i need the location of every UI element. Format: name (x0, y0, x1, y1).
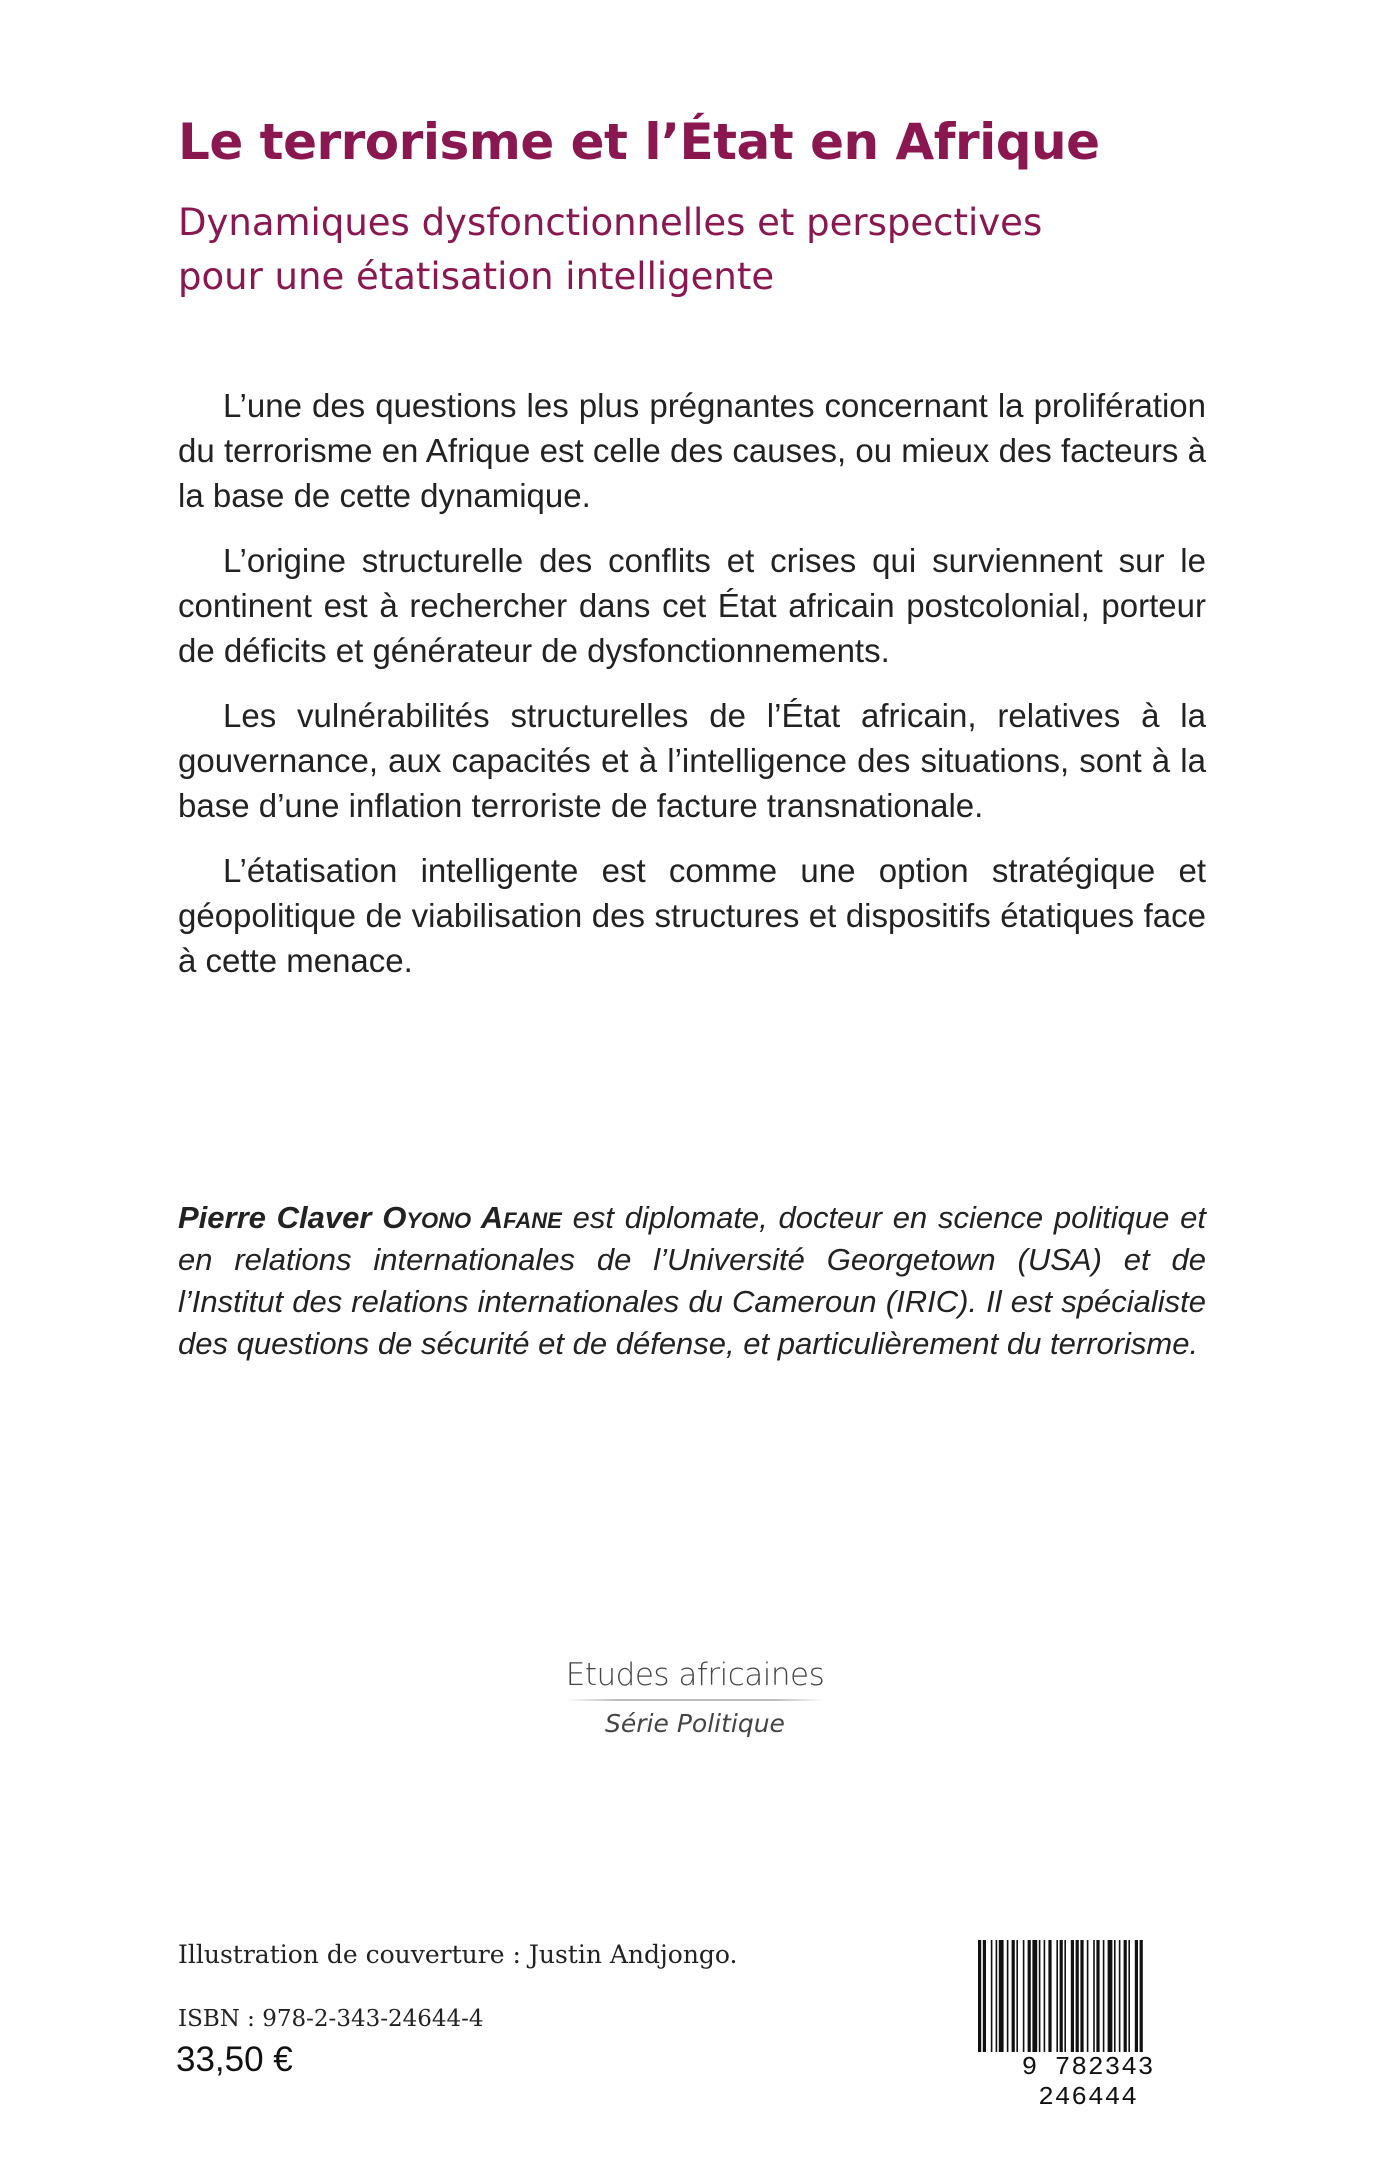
price: 33,50 € (176, 2040, 293, 2079)
barcode-bar (978, 1940, 981, 2060)
barcode-bar (1103, 1940, 1105, 2060)
blurb (178, 383, 1206, 1003)
subtitle-line-1: Dynamiques dysfonctionnelles et perspectives (178, 201, 1043, 244)
blurb-paragraph: L’origine structurelle des conflits et crises qui surviennent sur le continent est à rechercher dans cet État africain postcolonial, porteur de déficits et générateur de dysfonctionnements. (178, 542, 1206, 669)
barcode-bar (1093, 1940, 1095, 2060)
blurb-paragraph: Les vulnérabilités structurelles de l’État africain, relatives à la gouvernance, aux capacités et à l’intelligence des situations, sont à la base d’une inflation terroriste de facture transnationale. (178, 697, 1206, 824)
barcode-bar (1135, 1940, 1138, 2060)
book-title: Le terrorisme et l’État en Afrique (178, 113, 1100, 171)
author-bio-text: est diplomate, docteur en science politique et en relations internationales de l’Université Georgetown (USA) et de l’Institut des relations internationales du Cameroun (IRIC). Il est spécialiste des questions de sécurité et de défense, et particulièrement du terrorisme. (178, 1200, 1206, 1361)
barcode-bar (1080, 1940, 1083, 2060)
book-subtitle (178, 196, 1228, 304)
barcode-bar (999, 1940, 1004, 2060)
barcode-bar (1096, 1940, 1099, 2060)
barcode-bar (1056, 1940, 1058, 2060)
barcode-bar (1108, 1940, 1113, 2060)
series-logo (565, 1657, 825, 1738)
barcode-digits: 9 782343 246444 (968, 2052, 1208, 2112)
series-name: Etudes africaines (565, 1657, 825, 1693)
barcode-bar (1012, 1940, 1015, 2060)
barcode-bar (996, 1940, 998, 2060)
barcode-bar (1124, 1940, 1127, 2060)
barcode-bar (1039, 1940, 1041, 2060)
isbn: ISBN : 978-2-343-24644-4 (178, 2006, 484, 2032)
barcode-bar (1016, 1940, 1018, 2060)
barcode-bar (1140, 1940, 1143, 2060)
barcode-bar (1128, 1940, 1130, 2060)
author-last-name: Oyono Afane (382, 1200, 562, 1235)
blurb-paragraph: L’une des questions les plus prégnantes concernant la prolifération du terrorisme en Afrique est celle des causes, ou mieux des facteurs à la base de cette dynamique. (178, 387, 1206, 514)
barcode-bar (1060, 1940, 1063, 2060)
barcode-bar (1114, 1940, 1116, 2060)
barcode-bar (1028, 1940, 1031, 2060)
barcode-bar (1044, 1940, 1046, 2060)
barcode-bar (1064, 1940, 1066, 2060)
barcode-bar (1087, 1940, 1089, 2060)
barcode (968, 1940, 1208, 2112)
barcode-bar (1048, 1940, 1051, 2060)
barcode-bar (1023, 1940, 1025, 2060)
series-divider (565, 1699, 825, 1701)
barcode-bars-icon (968, 1940, 1208, 2060)
author-bio (178, 1197, 1206, 1365)
barcode-bar (1119, 1940, 1121, 2060)
barcode-bar (1007, 1940, 1009, 2060)
blurb-paragraph: L’étatisation intelligente est comme une option stratégique et géopolitique de viabilisation des structures et dispositifs étatiques face à cette menace. (178, 852, 1206, 979)
subtitle-line-2: pour une étatisation intelligente (178, 255, 775, 298)
barcode-bar (983, 1940, 986, 2060)
author-first-name: Pierre Claver (178, 1200, 372, 1235)
barcode-bar (1071, 1940, 1074, 2060)
illustration-credit: Illustration de couverture : Justin Andjongo. (178, 1940, 738, 1969)
barcode-bar (1032, 1940, 1037, 2060)
barcode-bar (1076, 1940, 1079, 2060)
series-subseries: Série Politique (605, 1709, 785, 1738)
barcode-bar (991, 1940, 993, 2060)
